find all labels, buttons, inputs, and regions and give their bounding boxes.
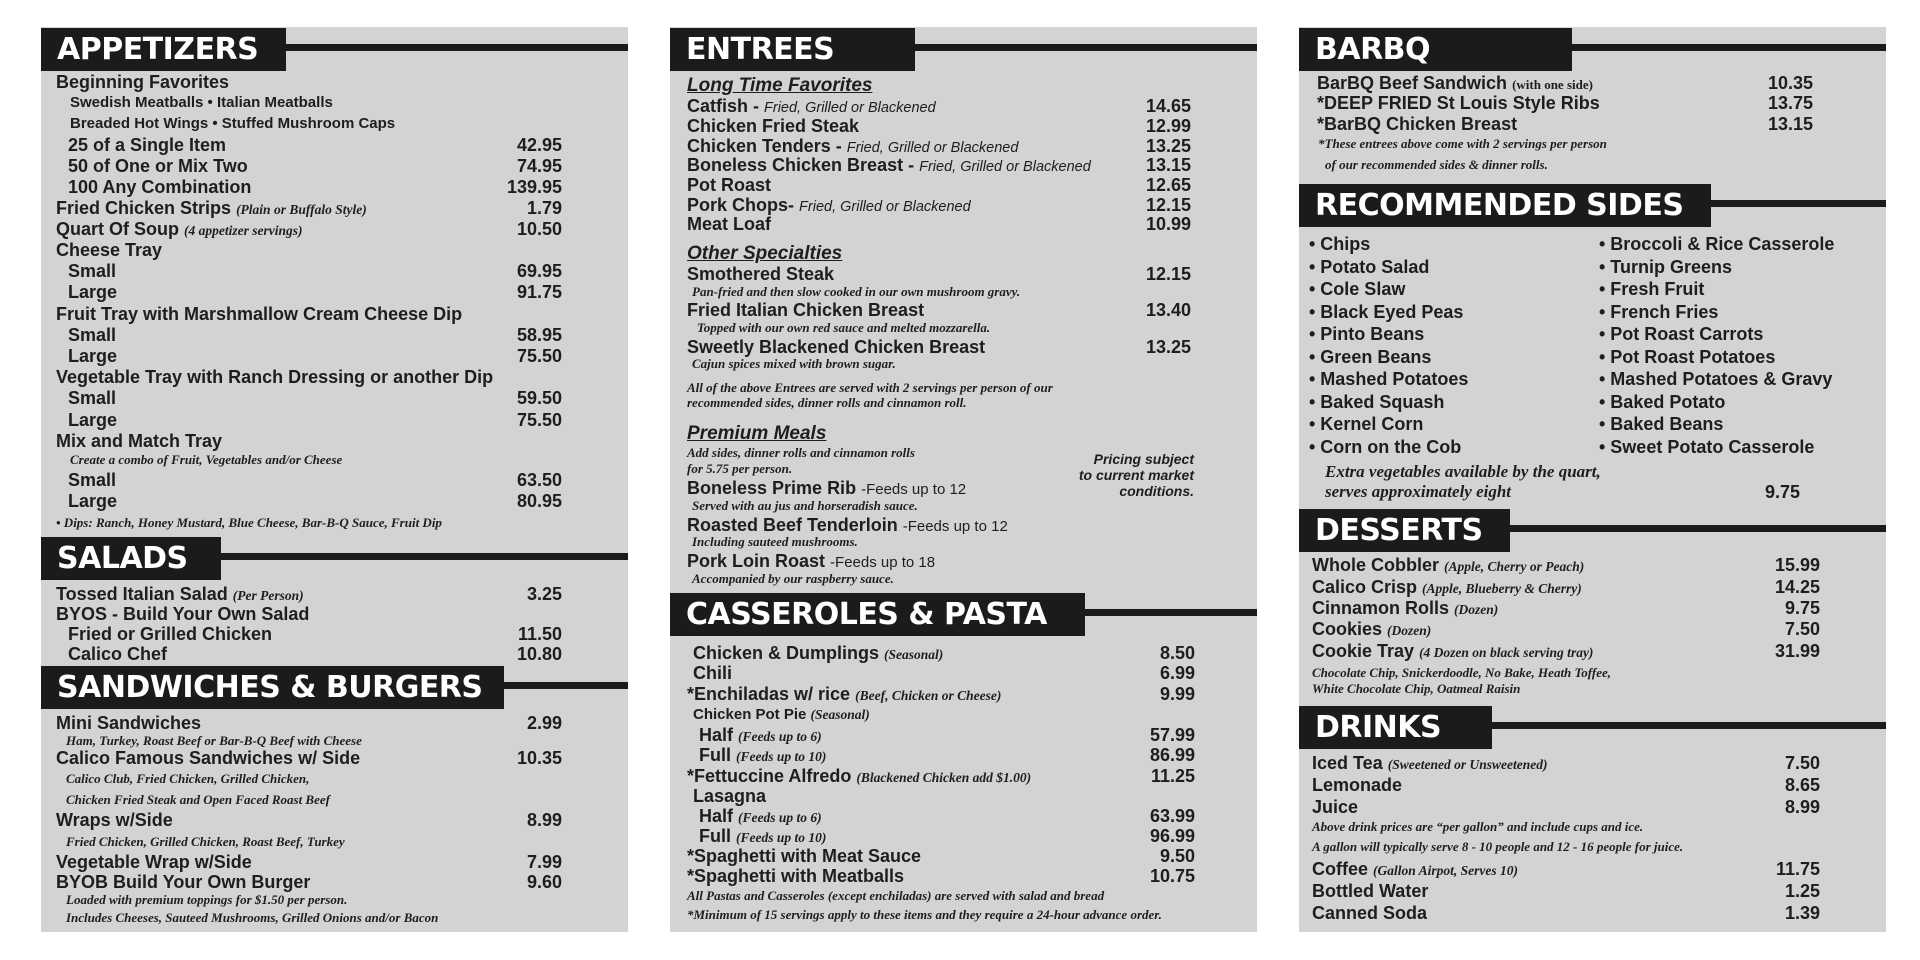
size-large: Large [68,410,118,430]
casseroles-note: *Minimum of 15 servings apply to these items and they require a 24-hour advance order. [687,907,1162,922]
item-note: (Gallon Airpot, Serves 10) [1373,863,1519,878]
item-note: (Feeds up to 6) [738,810,822,825]
side-dish-item: • Fresh Fruit [1599,279,1705,299]
size-half [699,726,822,744]
item-price: 31.99 [1774,641,1820,661]
menu-item-pot-pie [693,707,870,722]
item-price: 11.25 [1150,766,1195,786]
menu-item-ribs: *DEEP FRIED St Louis Style Ribs [1317,93,1600,113]
barbq-note: *These entrees above come with 2 servings per person [1318,136,1607,151]
item-price: 12.15 [1145,195,1191,215]
size-large: Large [68,491,118,511]
pricing-note-line: to current market [1078,467,1194,483]
side-dish-item: • Baked Beans [1599,414,1724,434]
menu-item-famous-sandwiches: Calico Famous Sandwiches w/ Side [56,748,361,768]
menu-item-tossed-salad [56,585,304,603]
item-price: 75.50 [516,346,562,366]
menu-item-enchiladas [687,685,1001,703]
item-price: 9.99 [1159,684,1195,704]
item-description: Loaded with premium toppings for $1.50 per person. [66,892,348,907]
menu-item-smothered-steak: Smothered Steak [687,264,835,284]
item-name: Coffee [1312,859,1369,879]
section-header-barbq [1299,28,1886,71]
menu-item-canned-soda: Canned Soda [1312,903,1428,923]
item-price: 1.25 [1784,881,1820,901]
size-small: Small [68,388,117,408]
menu-item-calico-crisp [1312,578,1582,596]
menu-item-cookies [1312,620,1431,638]
size-small: Small [68,470,117,490]
section-header-salads [41,537,628,580]
drinks-note: Above drink prices are “per gallon” and include cups and ice. [1312,819,1644,834]
section-title: ENTREES [686,32,835,67]
item-price: 12.65 [1145,175,1191,195]
item-note: -Feeds up to 12 [902,518,1008,535]
item-note: (Dozen) [1387,623,1432,638]
menu-item-mix-match: Mix and Match Tray [56,431,223,451]
item-price: 7.50 [1784,619,1820,639]
item-name: Boneless Chicken Breast - [687,155,915,175]
item-description: Chicken Fried Steak and Open Faced Roast Beef [66,792,330,807]
item-description: Fried Chicken, Grilled Chicken, Roast Beef, Turkey [66,834,345,849]
size-small: Small [68,325,117,345]
item-description: Served with au jus and horseradish sauce. [692,498,918,513]
item-note: Fried, Grilled or Blackened [799,199,971,215]
item-note: (Feeds up to 6) [738,729,822,744]
menu-item-soup [56,220,303,238]
menu-panel-center [670,27,1257,932]
item-price: 7.50 [1784,753,1820,773]
item-price: 63.50 [516,470,562,490]
side-dish-item: • Pinto Beans [1309,324,1425,344]
item-price: 59.50 [516,388,562,408]
desserts-note: Chocolate Chip, Snickerdoodle, No Bake, Heath Toffee, [1312,665,1611,680]
item-note: (Beef, Chicken or Cheese) [855,688,1002,703]
item-description: Accompanied by our raspberry sauce. [692,571,894,586]
item-description: Swedish Meatballs • Italian Meatballs [70,94,333,111]
item-price: 13.25 [1145,136,1191,156]
side-dish-item: • Sweet Potato Casserole [1599,436,1815,457]
item-note: (4 Dozen on black serving tray) [1419,645,1594,660]
section-title: DESSERTS [1315,513,1483,548]
size-large: Large [68,346,118,366]
item-price: 74.95 [516,156,562,176]
item-price: 1.39 [1784,903,1820,923]
sides-list-left [1309,233,1468,458]
item-price: 7.99 [526,852,562,872]
item-description: Ham, Turkey, Roast Beef or Bar-B-Q Beef with Cheese [66,733,362,748]
item-price: 6.99 [1159,663,1195,683]
entrees-note: All of the above Entrees are served with 2 servings per person of our [687,380,1053,395]
menu-item-byob: BYOB Build Your Own Burger [56,872,311,892]
item-name: Cinnamon Rolls [1312,598,1450,618]
item-note: Fried, Grilled or Blackened [764,100,936,116]
section-header-drinks [1299,706,1886,749]
menu-item-fettuccine [687,767,1031,785]
menu-item-single: 25 of a Single Item [68,135,227,155]
item-note: Fried, Grilled or Blackened [919,159,1091,175]
item-note: -Feeds up to 12 [861,481,967,498]
menu-item-beginning-favorites: Beginning Favorites [56,72,230,92]
drinks-note: A gallon will typically serve 8 - 10 people and 12 - 16 people for juice. [1312,839,1684,854]
item-note: (Seasonal) [810,707,870,722]
side-dish-item: • Baked Potato [1599,391,1726,412]
menu-item-sweetly-blackened: Sweetly Blackened Chicken Breast [687,337,986,357]
item-price: 13.15 [1767,114,1813,134]
item-price: 139.95 [506,177,562,197]
item-price: 14.65 [1145,96,1191,116]
casseroles-note: All Pastas and Casseroles (except enchiladas) are served with salad and bread [687,888,1105,903]
menu-item-cheese-tray: Cheese Tray [56,240,163,260]
section-header-entrees [670,28,1257,71]
item-name: Calico Crisp [1312,577,1418,597]
item-note: (Blackened Chicken add $1.00) [856,770,1032,785]
section-title: BARBQ [1315,32,1431,67]
item-price: 8.50 [1159,643,1195,663]
section-title: RECOMMENDED SIDES [1315,188,1684,223]
item-name: Fried Chicken Strips [56,198,232,218]
side-dish-item: • Broccoli & Rice Casserole [1599,234,1835,254]
dips-note: • Dips: Ranch, Honey Mustard, Blue Cheese, Bar-B-Q Sauce, Fruit Dip [56,515,442,530]
item-note: (Apple, Cherry or Peach) [1444,559,1585,574]
side-dish-item: • Black Eyed Peas [1309,301,1464,322]
item-description: Create a combo of Fruit, Vegetables and/or Cheese [70,452,343,467]
subheading-long-time-favorites: Long Time Favorites [687,75,873,96]
subheading-premium-meals: Premium Meals [687,423,827,444]
item-name: Cookies [1312,619,1383,639]
item-name: Cookie Tray [1312,641,1415,661]
item-price: 80.95 [516,491,562,511]
item-price: 14.25 [1774,577,1820,597]
menu-item-pork-loin [687,552,935,570]
menu-item-barbq-sandwich [1317,74,1593,92]
side-dish-item: • Mashed Potatoes & Gravy [1599,369,1833,389]
side-dish-item: • Cole Slaw [1309,279,1406,299]
item-name: Quart Of Soup [56,219,179,239]
menu-item-any-combo: 100 Any Combination [68,177,252,197]
item-price: 91.75 [516,282,562,302]
premium-note: for 5.75 per person. [687,461,793,476]
item-name: Chicken Pot Pie [693,706,807,723]
item-price: 9.60 [526,872,562,892]
side-dish-item: • Turnip Greens [1599,256,1732,277]
item-name: Tossed Italian Salad [56,584,228,604]
item-price: 10.50 [516,219,562,239]
subheading-other-specialties: Other Specialties [687,243,843,264]
item-name: Whole Cobbler [1312,555,1439,575]
item-name: Pork Chops- [687,195,795,215]
menu-panel-right [1299,27,1886,932]
size-half [699,807,822,825]
item-note: (Feeds up to 10) [736,830,827,845]
menu-item-beef-tenderloin [687,516,1008,534]
item-price: 1.79 [526,198,562,218]
item-price: 11.75 [1775,859,1820,879]
side-dish-item: • Mashed Potatoes [1309,369,1469,389]
item-price: 8.65 [1784,775,1820,795]
item-name: Catfish - [687,96,759,116]
menu-item-fried-chicken-salad: Fried or Grilled Chicken [68,624,273,644]
item-price: 9.50 [1159,846,1195,866]
section-header-sides [1299,184,1886,227]
menu-item-boneless-chicken [687,156,1091,175]
size-label: Half [699,725,734,745]
item-name: Boneless Prime Rib [687,478,857,498]
menu-item-mix-two: 50 of One or Mix Two [68,156,248,176]
item-name: Iced Tea [1312,753,1383,773]
menu-item-spaghetti-meatballs: *Spaghetti with Meatballs [687,866,905,886]
menu-item-chicken-fried-steak: Chicken Fried Steak [687,116,860,136]
menu-item-italian-chicken: Fried Italian Chicken Breast [687,300,925,320]
item-note: (Per Person) [232,588,304,603]
desserts-note: White Chocolate Chip, Oatmeal Raisin [1312,681,1521,696]
menu-item-coffee [1312,860,1518,878]
item-note: (Dozen) [1454,602,1499,617]
menu-item-dumplings [693,644,943,662]
menu-item-chicken-tenders [687,137,1018,156]
menu-item-byos: BYOS - Build Your Own Salad [56,604,310,624]
pricing-note-line: conditions. [1119,483,1194,499]
premium-note: Add sides, dinner rolls and cinnamon rolls [687,445,915,460]
side-dish-item: • Chips [1309,234,1371,254]
menu-item-vegetable-tray: Vegetable Tray with Ranch Dressing or another Dip [56,367,494,387]
item-price: 75.50 [516,410,562,430]
side-dish-item: • Green Beans [1309,346,1432,367]
item-note: Fried, Grilled or Blackened [846,140,1019,156]
barbq-note: of our recommended sides & dinner rolls. [1325,157,1548,172]
item-description: Cajun spices mixed with brown sugar. [692,356,896,371]
section-title: SALADS [57,541,188,576]
section-title: APPETIZERS [57,32,259,67]
item-price: 86.99 [1149,745,1195,765]
entrees-note: recommended sides, dinner rolls and cinnamon roll. [687,395,967,410]
section-title: CASSEROLES & PASTA [686,597,1047,632]
section-header-appetizers [41,28,628,71]
item-price: 10.80 [516,644,562,664]
item-price: 13.25 [1145,337,1191,357]
menu-item-lasagna: Lasagna [693,786,767,806]
menu-item-barbq-chicken: *BarBQ Chicken Breast [1317,114,1518,134]
item-price: 42.95 [516,135,562,155]
section-header-sandwiches [41,666,628,709]
section-title: DRINKS [1315,710,1442,745]
item-note: (with one side) [1512,77,1593,92]
size-label: Full [699,745,731,765]
item-price: 12.99 [1145,116,1191,136]
section-title: SANDWICHES & BURGERS [57,670,483,705]
side-dish-item: • Potato Salad [1309,256,1430,277]
menu-item-cobbler [1312,556,1584,574]
item-name: Roasted Beef Tenderloin [687,515,898,535]
item-note: (Feeds up to 10) [736,749,827,764]
section-header-casseroles [670,593,1257,636]
menu-item-pork-chops [687,196,971,215]
menu-item-mini-sandwiches: Mini Sandwiches [56,713,202,733]
side-dish-item: • Pot Roast Carrots [1599,324,1764,344]
menu-panel-left [41,27,628,932]
item-price: 3.25 [526,584,562,604]
menu-item-cookie-tray [1312,642,1593,660]
menu-item-catfish [687,97,936,116]
item-name: BarBQ Beef Sandwich [1317,73,1508,93]
pricing-note [1079,451,1194,499]
menu-item-prime-rib [687,479,966,497]
item-price: 13.15 [1145,155,1191,175]
side-dish-item: • Baked Squash [1309,391,1445,412]
menu-item-meat-loaf: Meat Loaf [687,214,772,234]
item-name: Chicken & Dumplings [693,643,880,663]
item-name: Chicken Tenders - [687,136,842,156]
item-note: (Plain or Buffalo Style) [236,202,367,217]
item-name: Pork Loin Roast [687,551,826,571]
sides-list-right [1599,233,1834,458]
side-dish-item: • French Fries [1599,301,1719,322]
menu-item-calico-chef: Calico Chef [68,644,168,664]
item-price: 13.40 [1145,300,1191,320]
item-price: 10.35 [1767,73,1813,93]
item-price: 57.99 [1149,725,1195,745]
side-dish-item: • Corn on the Cob [1309,436,1462,457]
item-price: 12.15 [1145,264,1191,284]
item-price: 10.75 [1149,866,1195,886]
item-note: (Sweetened or Unsweetened) [1387,757,1548,772]
item-price: 69.95 [516,261,562,281]
menu-item-wraps: Wraps w/Side [56,810,173,830]
item-price: 8.99 [526,810,562,830]
item-note: (4 appetizer servings) [184,223,303,238]
extra-vegetables-note: Extra vegetables available by the quart, [1325,462,1601,481]
item-price: 10.35 [516,748,562,768]
item-note: (Apple, Blueberry & Cherry) [1422,581,1582,596]
size-full [699,827,826,845]
menu-item-juice: Juice [1312,797,1359,817]
size-full [699,746,826,764]
menu-item-fruit-tray: Fruit Tray with Marshmallow Cream Cheese Dip [56,304,463,324]
item-price: 63.99 [1149,806,1195,826]
item-price: 10.99 [1145,214,1191,234]
menu-item-pot-roast: Pot Roast [687,175,772,195]
item-price: 11.50 [517,624,562,644]
menu-item-lemonade: Lemonade [1312,775,1403,795]
item-description: Calico Club, Fried Chicken, Grilled Chicken, [66,771,310,786]
item-name: *Enchiladas w/ rice [687,684,851,704]
section-header-desserts [1299,509,1886,552]
size-large: Large [68,282,118,302]
menu-item-cinnamon-rolls [1312,599,1498,617]
item-description: Pan-fried and then slow cooked in our own mushroom gravy. [692,284,1021,299]
size-small: Small [68,261,117,281]
menu-item-iced-tea [1312,754,1547,772]
item-description: Includes Cheeses, Sauteed Mushrooms, Grilled Onions and/or Bacon [66,910,439,925]
item-description: Including sauteed mushrooms. [692,534,858,549]
menu-item-chili: Chili [693,663,732,683]
size-label: Half [699,806,734,826]
item-price: 9.75 [1784,598,1820,618]
item-price: 2.99 [526,713,562,733]
item-note: (Seasonal) [884,647,944,662]
extra-vegetables-note: serves approximately eight [1325,482,1512,501]
item-price: 15.99 [1774,555,1820,575]
side-dish-item: • Kernel Corn [1309,414,1424,434]
menu-item-bottled-water: Bottled Water [1312,881,1429,901]
item-description: Topped with our own red sauce and melted mozzarella. [697,320,991,335]
item-price: 13.75 [1767,93,1813,113]
menu-item-spaghetti-meat-sauce: *Spaghetti with Meat Sauce [687,846,922,866]
item-price: 58.95 [516,325,562,345]
item-price: 96.99 [1149,826,1195,846]
menu-item-vegetable-wrap: Vegetable Wrap w/Side [56,852,252,872]
item-price: 9.75 [1764,482,1800,502]
side-dish-item: • Pot Roast Potatoes [1599,346,1776,367]
pricing-note-line: Pricing subject [1093,451,1194,467]
menu-item-chicken-strips [56,199,367,217]
item-price: 8.99 [1784,797,1820,817]
size-label: Full [699,826,731,846]
item-name: *Fettuccine Alfredo [687,766,852,786]
item-note: -Feeds up to 18 [830,554,936,571]
item-description: Breaded Hot Wings • Stuffed Mushroom Caps [70,115,396,132]
